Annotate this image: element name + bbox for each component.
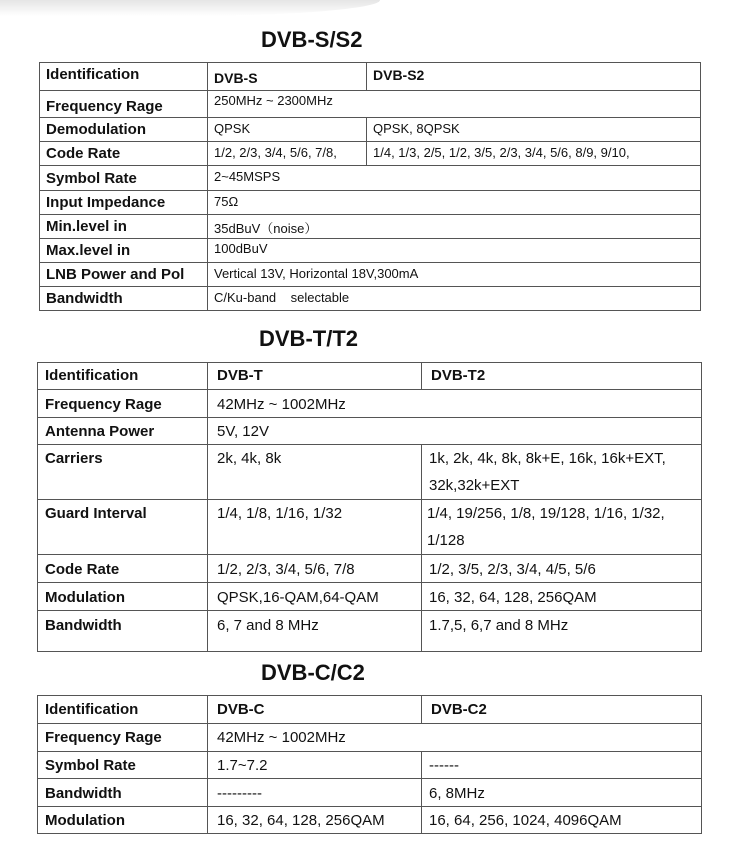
table-row	[40, 191, 701, 215]
dvbt-table	[37, 362, 702, 652]
table-row	[40, 91, 701, 118]
col-header: DVB-C	[208, 696, 422, 724]
cell-value: 42MHz ~ 1002MHz	[208, 390, 702, 418]
row-label: Identification	[38, 696, 208, 724]
table-row	[38, 611, 702, 652]
cell-value: 2~45MSPS	[208, 166, 701, 191]
table-row	[38, 583, 702, 611]
cell-value: 1/4, 1/8, 1/16, 1/32	[208, 500, 422, 555]
row-label: Frequency Rage	[38, 724, 208, 752]
row-label: Modulation	[38, 583, 208, 611]
table-row	[38, 779, 702, 807]
section-title-dvbc: DVB-C/C2	[261, 660, 365, 685]
table-row	[40, 142, 701, 166]
table-row	[40, 118, 701, 142]
table-row	[40, 287, 701, 311]
top-shadow	[0, 0, 380, 16]
table-row	[40, 239, 701, 263]
col-header: DVB-T	[208, 363, 422, 390]
cell-value: 16, 64, 256, 1024, 4096QAM	[422, 807, 702, 834]
cell-value: 1/2, 3/5, 2/3, 3/4, 4/5, 5/6	[422, 555, 702, 583]
row-label: Symbol Rate	[38, 752, 208, 779]
table-row	[38, 696, 702, 724]
table-row	[38, 807, 702, 834]
col-header: DVB-T2	[422, 363, 702, 390]
section-title-dvbt: DVB-T/T2	[259, 326, 358, 351]
cell-value: 250MHz ~ 2300MHz	[208, 91, 701, 118]
cell-value: 1k, 2k, 4k, 8k, 8k+E, 16k, 16k+EXT, 32k,32k+EXT	[422, 445, 702, 500]
cell-value: 6, 8MHz	[422, 779, 702, 807]
col-header: DVB-C2	[422, 696, 702, 724]
cell-value: 100dBuV	[208, 239, 701, 263]
cell-value: 16, 32, 64, 128, 256QAM	[208, 807, 422, 834]
cell-value: 75Ω	[208, 191, 701, 215]
cell-value: 42MHz ~ 1002MHz	[208, 724, 702, 752]
table-row	[38, 724, 702, 752]
table-row	[38, 500, 702, 555]
cell-value: Vertical 13V, Horizontal 18V,300mA	[208, 263, 701, 287]
table-row	[40, 63, 701, 91]
cell-value: 1/4, 1/3, 2/5, 1/2, 3/5, 2/3, 3/4, 5/6, 8/9, 9/10,	[367, 142, 701, 166]
row-label: Antenna Power	[38, 418, 208, 445]
row-label: Bandwidth	[38, 779, 208, 807]
row-label: Frequency Rage	[38, 390, 208, 418]
row-label: Identification	[40, 63, 208, 91]
row-label: Identification	[38, 363, 208, 390]
table-row	[40, 263, 701, 287]
row-label: Bandwidth	[40, 287, 208, 311]
cell-value: 1/2, 2/3, 3/4, 5/6, 7/8	[208, 555, 422, 583]
cell-value: ---------	[208, 779, 422, 807]
table-row	[40, 215, 701, 239]
cell-value: QPSK, 8QPSK	[367, 118, 701, 142]
row-label: Bandwidth	[38, 611, 208, 652]
cell-value: 1/4, 19/256, 1/8, 19/128, 1/16, 1/32, 1/128	[422, 500, 702, 555]
cell-value: 1.7~7.2	[208, 752, 422, 779]
table-row	[40, 166, 701, 191]
cell-value: QPSK	[208, 118, 367, 142]
cell-value: 2k, 4k, 8k	[208, 445, 422, 500]
row-label: Frequency Rage	[40, 91, 208, 118]
dvbs-table	[39, 62, 701, 311]
cell-value: C/Ku-band selectable	[208, 287, 701, 311]
table-row	[38, 752, 702, 779]
row-label: Code Rate	[40, 142, 208, 166]
cell-value: 1.7,5, 6,7 and 8 MHz	[422, 611, 702, 652]
row-label: Demodulation	[40, 118, 208, 142]
dvbc-table	[37, 695, 702, 834]
row-label: Max.level in	[40, 239, 208, 263]
cell-value: 6, 7 and 8 MHz	[208, 611, 422, 652]
row-label: Code Rate	[38, 555, 208, 583]
table-row	[38, 555, 702, 583]
row-label: Carriers	[38, 445, 208, 500]
table-row	[38, 363, 702, 390]
cell-value: 5V, 12V	[208, 418, 702, 445]
cell-value: 35dBuV（noise）	[208, 215, 701, 239]
row-label: Modulation	[38, 807, 208, 834]
cell-value: 1/2, 2/3, 3/4, 5/6, 7/8,	[208, 142, 367, 166]
row-label: Guard Interval	[38, 500, 208, 555]
section-title-dvbs: DVB-S/S2	[261, 27, 363, 52]
table-row	[38, 445, 702, 500]
row-label: Min.level in	[40, 215, 208, 239]
col-header: DVB-S	[208, 63, 367, 91]
row-label: Symbol Rate	[40, 166, 208, 191]
table-row	[38, 390, 702, 418]
table-row	[38, 418, 702, 445]
cell-value: 16, 32, 64, 128, 256QAM	[422, 583, 702, 611]
row-label: LNB Power and Pol	[40, 263, 208, 287]
row-label: Input Impedance	[40, 191, 208, 215]
cell-value: QPSK,16-QAM,64-QAM	[208, 583, 422, 611]
col-header: DVB-S2	[367, 63, 701, 91]
cell-value: ------	[422, 752, 702, 779]
